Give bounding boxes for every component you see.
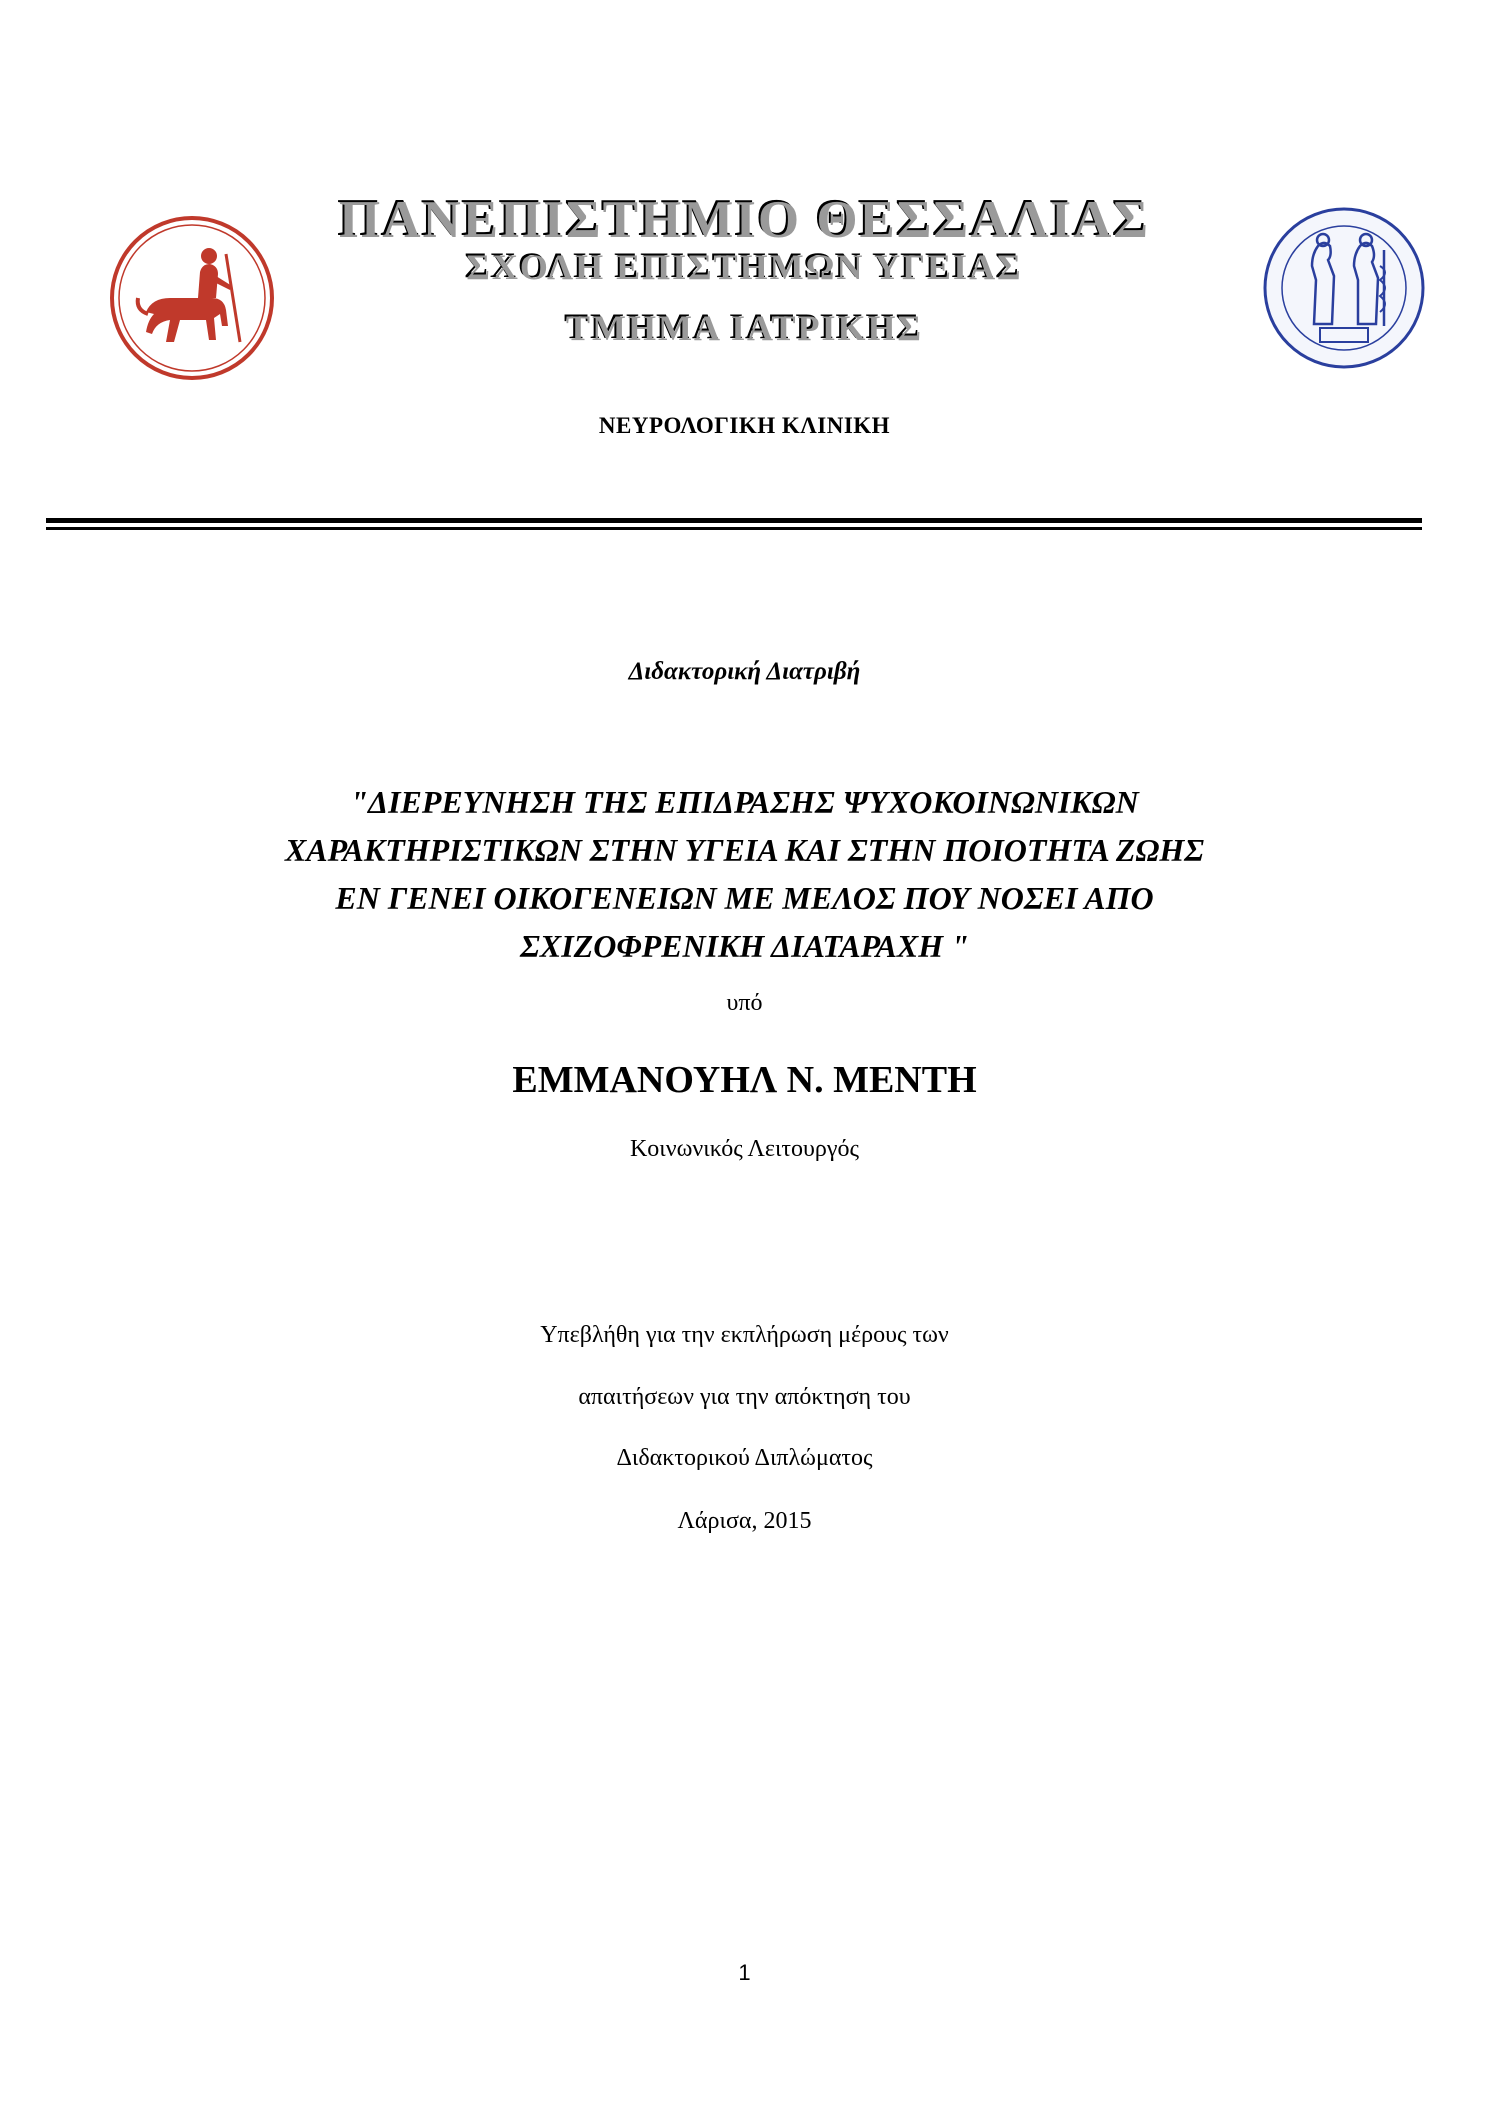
university-name: ΠΑΝΕΠΙΣΤΗΜΙΟ ΘΕΣΣΑΛΙΑΣ <box>338 191 1151 249</box>
place-and-date: Λάρισα, 2015 <box>677 1508 812 1534</box>
thesis-title-line: ΕΝ ΓΕΝΕΙ ΟΙΚΟΓΕΝΕΙΩΝ ΜΕ ΜΕΛΟΣ ΠΟΥ ΝΟΣΕΙ ΑΠΟ <box>335 880 1154 916</box>
department-name: ΤΜΗΜΑ ΙΑΤΡΙΚΗΣ <box>565 308 924 348</box>
by-label: υπό <box>726 990 763 1016</box>
author-role: Κοινωνικός Λειτουργός <box>629 1136 860 1162</box>
submission-line: Διδακτορικού Διπλώματος <box>616 1445 873 1471</box>
thesis-title <box>0 778 1489 970</box>
page-number: 1 <box>738 1960 751 1985</box>
submission-line: Υπεβλήθη για την εκπλήρωση μέρους των <box>540 1322 949 1348</box>
thesis-title-line: ΧΑΡΑΚΤΗΡΙΣΤΙΚΩΝ ΣΤΗΝ ΥΓΕΙΑ ΚΑΙ ΣΤΗΝ ΠΟΙΟΤΗΤΑ ΖΩΗΣ <box>284 832 1205 868</box>
thesis-title-line: "ΔΙΕΡΕΥΝΗΣΗ ΤΗΣ ΕΠΙΔΡΑΣΗΣ ΨΥΧΟΚΟΙΝΩΝΙΚΩΝ <box>350 784 1139 820</box>
header-divider-thick <box>46 518 1422 523</box>
thesis-title-line: ΣΧΙΖΟΦΡΕΝΙΚΗ ΔΙΑΤΑΡΑΧΗ " <box>520 928 969 964</box>
submission-line: απαιτήσεων για την απόκτηση του <box>578 1384 911 1410</box>
school-name: ΣΧΟΛΗ ΕΠΙΣΤΗΜΩΝ ΥΓΕΙΑΣ <box>466 247 1023 287</box>
clinic-name: ΝΕΥΡΟΛΟΓΙΚΗ ΚΛΙΝΙΚΗ <box>598 413 891 438</box>
header-divider-thin <box>46 527 1422 530</box>
document-type: Διδακτορική Διατριβή <box>628 658 861 685</box>
author-name: ΕΜΜΑΝΟΥΗΛ Ν. ΜΕΝΤΗ <box>512 1059 977 1101</box>
